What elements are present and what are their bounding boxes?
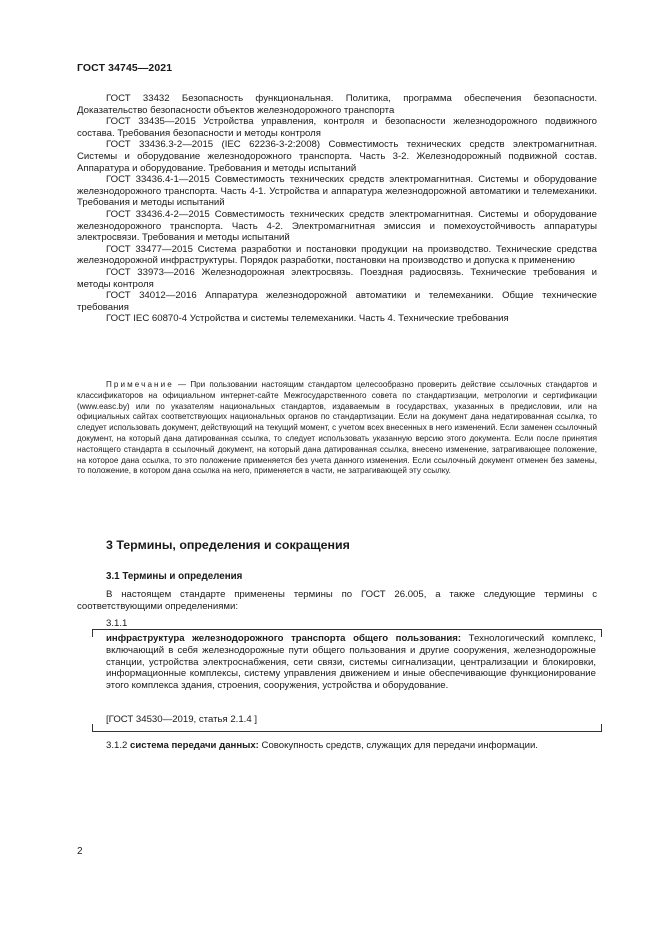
- reference-item: ГОСТ 33436.4-2—2015 Совместимость технических средств электромагнитная. Системы и оборудование железнодорожного транспорта. Часть 4-2. Электромагнитная эмиссия и помехоустойчивость аппаратуры электросвязи. Требования и методы испытаний: [77, 208, 597, 244]
- term-definition: [106, 633, 596, 692]
- frame-corner: [92, 630, 93, 637]
- reference-item: ГОСТ 33973—2016 Железнодорожная электросвязь. Поездная радиосвязь. Технические требования и методы контроля: [77, 266, 597, 290]
- term-definition-2: [106, 740, 606, 751]
- term-name: инфраструктура железнодорожного транспорта общего пользования:: [106, 633, 462, 644]
- document-header: ГОСТ 34745—2021: [77, 62, 173, 74]
- reference-item: ГОСТ IEC 60870-4 Устройства и системы телемеханики. Часть 4. Технические требования: [106, 313, 509, 325]
- term-definition-text-2: Совокупность средств, служащих для передачи информации.: [258, 740, 538, 751]
- term-number: 3.1.1: [106, 618, 128, 629]
- term-source: [ГОСТ 34530—2019, статья 2.1.4 ]: [106, 714, 257, 725]
- frame-corner: [601, 630, 602, 637]
- page-number: 2: [77, 846, 83, 857]
- frame-corner: [92, 724, 93, 731]
- reference-item: ГОСТ 33436.3-2—2015 (IEC 62236-3-2:2008) Совместимость технических средств электромагнитная. Системы и оборудование железнодорожного транспорта. Часть 3-2. Железнодорожный подвижной состав. Аппаратура и оборудование. Требования и методы испытаний: [77, 139, 597, 174]
- reference-item: ГОСТ 33436.4-1—2015 Совместимость технических средств электромагнитная. Системы и оборудование железнодорожного транспорта. Часть 4-1. Устройства и аппаратура железнодорожной автоматики и телемеханики. Требования и методы испытаний: [77, 174, 597, 209]
- note-paragraph: [77, 380, 597, 477]
- reference-item: ГОСТ 34012—2016 Аппаратура железнодорожной автоматики и телемеханики. Общие технические требования: [77, 290, 597, 313]
- term-name-2: система передачи данных:: [130, 740, 259, 751]
- term-number-2: 3.1.2: [106, 740, 131, 751]
- reference-item: ГОСТ 33477—2015 Система разработки и постановки продукции на производство. Технические средства железнодорожной инфраструктуры. Порядок разработки, постановки на производство и допуска к применению: [77, 243, 597, 267]
- term-definition-text: Технологический комплекс, включающий в себя железнодорожные пути общего пользования и другие сооружения, железнодорожные станции, устройства электроснабжения, сети связи, системы сигнализации, централизации и блокировки, информационные комплексы, систему управления движением и иные обеспечивающие функционирование этого комплекса здания, строения, сооружения, устройства и оборудование.: [106, 633, 596, 692]
- section-3-1-heading: 3.1 Термины и определения: [106, 571, 243, 582]
- reference-item: ГОСТ 33432 Безопасность функциональная. Политика, программа обеспечения безопасности. Доказательство безопасности объектов железнодорожного транспорта: [77, 93, 597, 116]
- reference-item: ГОСТ 33435—2015 Устройства управления, контроля и безопасности железнодорожного подвижного состава. Требования безопасности и методы контроля: [77, 116, 597, 139]
- section-3-1-intro: В настоящем стандарте применены термины по ГОСТ 26.005, а также следующие термины с соответствующими определениями:: [77, 589, 597, 612]
- note-text: — При пользовании настоящим стандартом целесообразно проверить действие ссылочных стандартов и классификаторов на официальном интернет-сайте Межгосударственного совета по стандартизации, метрологии и сертификации (www.easc.by) или по указателям национальных стандартов, издаваемым в государствах, указанных в предисловии, или на официальных сайтах соответствующих национальных органов по стандартизации. Если на документ дана недатированная ссылка, то следует использовать документ, действующий на текущий момент, с учетом всех внесенных в него изменений. Если заменен ссылочный документ, на который дана датированная ссылка, то следует использовать указанную версию этого документа. Если после принятия настоящего стандарта в ссылочный документ, на который дана датированная ссылка, внесено изменение, затрагивающее положение, на которое дана ссылка, то это положение применяется без учета данного изменения. Если ссылочный документ отменен без замены, то положение, в котором дана ссылка на него, применяется в части, не затрагивающей эту ссылку.: [77, 380, 597, 476]
- normative-references-list: [77, 93, 597, 325]
- note-label: Примечание: [106, 380, 174, 389]
- frame-corner: [601, 724, 602, 731]
- section-3-heading: 3 Термины, определения и сокращения: [106, 538, 350, 552]
